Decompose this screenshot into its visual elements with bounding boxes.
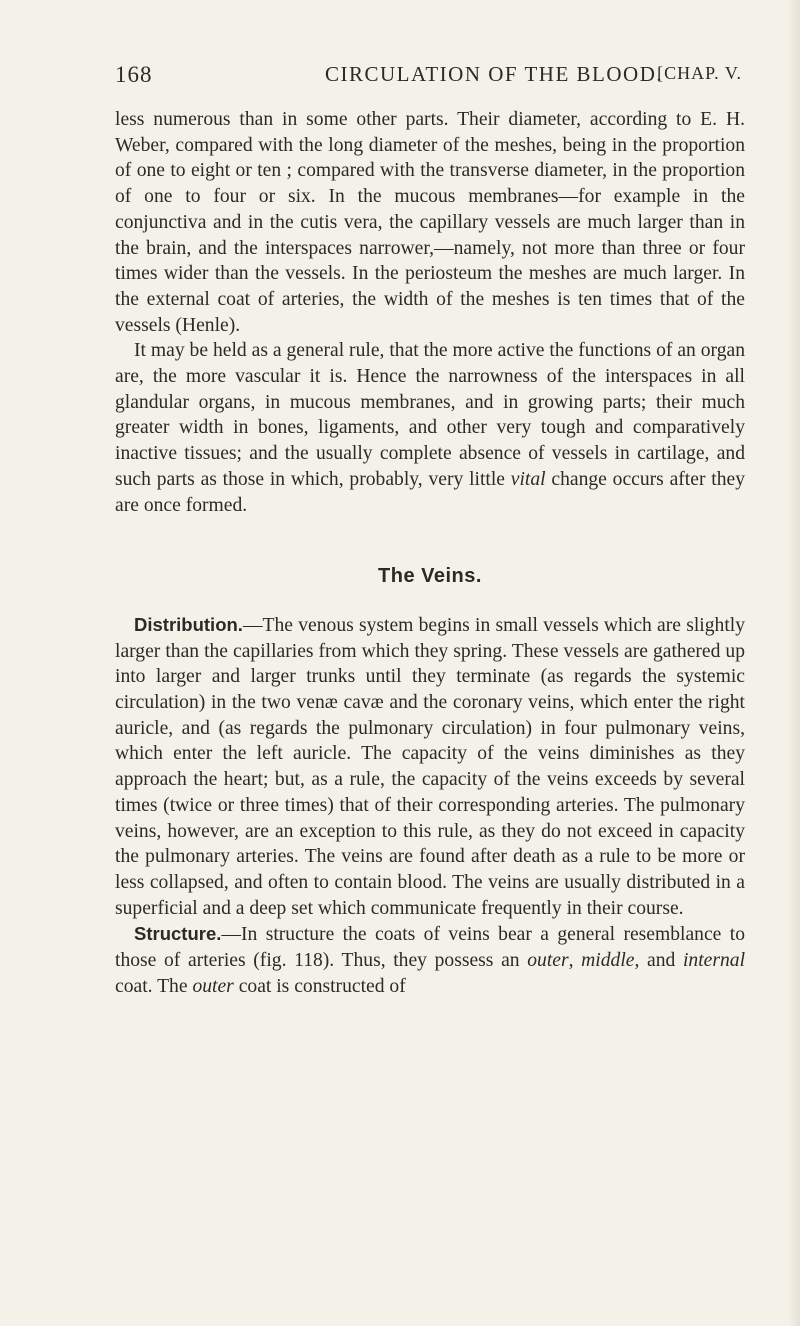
vital-italic: vital (510, 468, 546, 490)
structure-sep-1: , (568, 950, 582, 972)
outer-italic: outer (527, 950, 569, 972)
page-number: 168 (115, 62, 153, 87)
page-body (115, 107, 745, 1000)
section-heading: The Veins. (378, 565, 482, 588)
structure-text-2: coat. The (115, 975, 193, 997)
structure-label: Structure. (134, 923, 222, 945)
page-edge-shadow (788, 0, 800, 1326)
structure-paragraph (115, 921, 745, 999)
general-rule-text-end: change occurs after they are once formed. (115, 468, 745, 516)
general-rule-paragraph (115, 338, 745, 518)
structure-text-3: coat is constructed of (233, 975, 406, 997)
running-title: CIRCULATION OF THE BLOOD. (325, 62, 664, 86)
internal-italic: internal (682, 950, 746, 972)
intro-paragraph: less numerous than in some other parts. Their diameter, according to E. H. Weber, compared with the long diameter of the meshes, being in the proportion of one to eight or ten ; compared with the transverse diameter, in the proportion of one to four or six. In the mucous membranes—for example in the conjunctiva and in the cutis vera, the capillary vessels are much larger than in the brain, and the interspaces narrower,—namely, not more than three or four times wider than the vessels. In the periosteum the meshes are much larger. In the external coat of arteries, the width of the meshes is ten times that of the vessels (Henle). (115, 109, 745, 336)
distribution-paragraph (115, 612, 745, 921)
general-rule-text: It may be held as a general rule, that the more active the functions of an organ are, the more vascular it is. Hence the narrowness of the interspaces in all glandular organs, in mucous membranes, and in growing parts; their much greater width in bones, ligaments, and other very tough and comparatively inactive tissues; and the usually complete absence of vessels in cartilage, and such parts as those in which, probably, very little (115, 340, 745, 490)
distribution-text: —The venous system begins in small vessels which are slightly larger than the capillaries from which they spring. These vessels are gathered up into larger and larger trunks until they terminate (as regards the systemic circulation) in the two venæ cavæ and the coronary veins, which enter the right auricle, and (as regards the pulmonary circulation) in four pulmonary veins, which enter the left auricle. The capacity of the veins diminishes as they approach the heart; but, as a rule, the capacity of the veins exceeds by several times (twice or three times) that of their corresponding arteries. The pulmonary veins, however, are an exception to this rule, as they do not exceed in capacity the pulmonary arteries. The veins are found after death as a rule to be more or less collapsed, and often to contain blood. The veins are usually distributed in a superficial and a deep set which communicate frequently in their course. (115, 614, 745, 919)
structure-sep-2: , and (634, 950, 683, 972)
running-header (115, 62, 742, 102)
chapter-label: [CHAP. V. (657, 63, 742, 83)
distribution-label: Distribution. (134, 613, 243, 635)
middle-italic: middle (581, 950, 635, 972)
outer-italic-2: outer (192, 975, 234, 997)
structure-text: —In structure the coats of veins bear a general resemblance to those of arteries (fig. 118). Thus, they possess an (115, 924, 745, 972)
